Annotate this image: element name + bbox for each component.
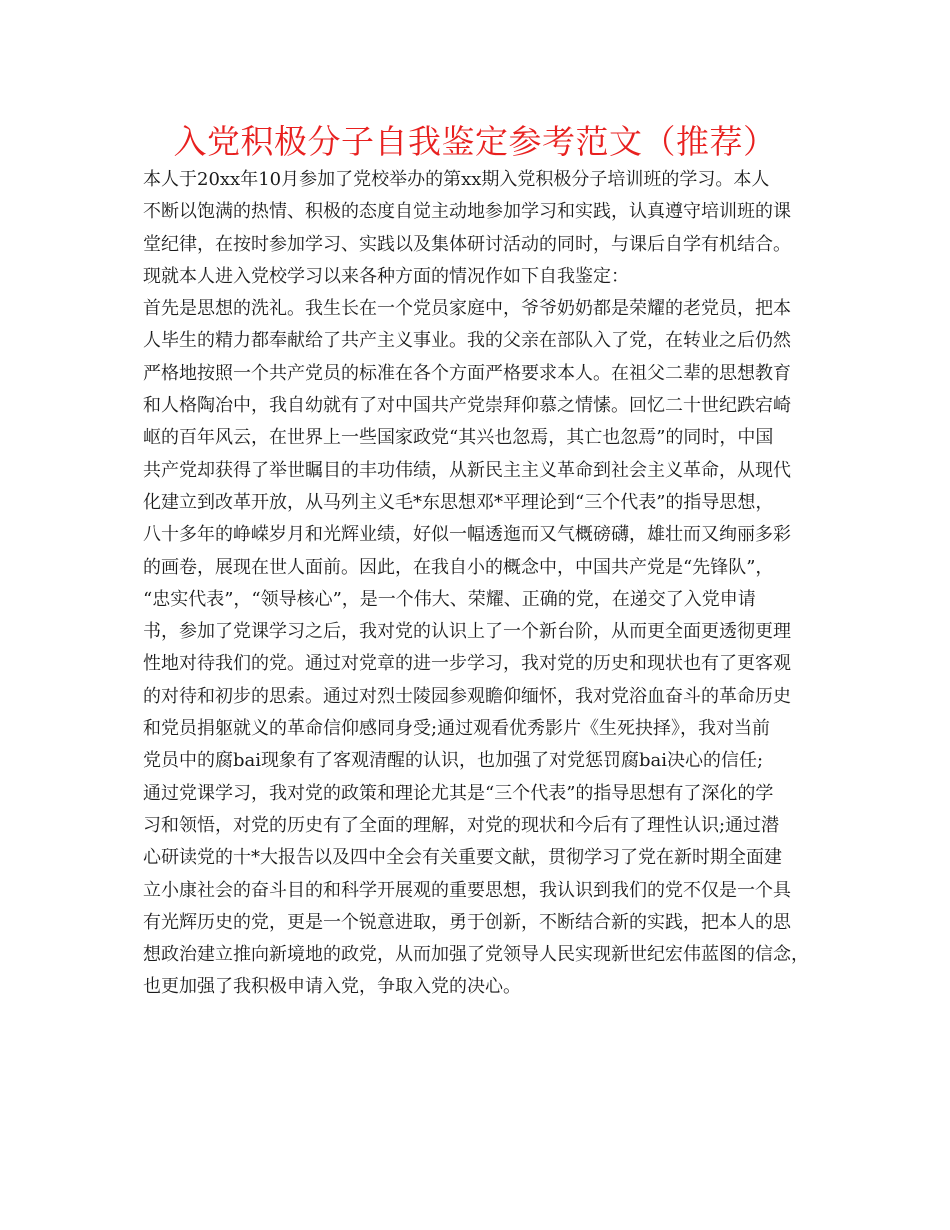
body-line: 不断以饱满的热情、积极的态度自觉主动地参加学习和实践，认真遵守培训班的课	[143, 201, 791, 223]
body-line: 现就本人进入党校学习以来各种方面的情况作如下自我鉴定：	[143, 265, 629, 287]
body-line: 堂纪律，在按时参加学习、实践以及集体研讨活动的同时，与课后自学有机结合。	[143, 233, 791, 255]
body-line: 想政治建立推向新境地的政党，从而加强了党领导人民实现新世纪宏伟蓝图的信念，	[143, 944, 809, 966]
body-line: 性地对待我们的党。通过对党章的进一步学习，我对党的历史和现状也有了更客观	[143, 653, 791, 675]
body-line: 习和领悟，对党的历史有了全面的理解，对党的现状和今后有了理性认识;通过潜	[143, 814, 780, 836]
body-line: 党员中的腐bai现象有了客观清醒的认识，也加强了对党惩罚腐bai决心的信任;	[143, 750, 764, 772]
body-line: 人毕生的精力都奉献给了共产主义事业。我的父亲在部队入了党，在转业之后仍然	[143, 330, 791, 352]
body-line: 八十多年的峥嵘岁月和光辉业绩，好似一幅透迤而又气概磅礴，雄壮而又绚丽多彩	[143, 524, 791, 546]
body-line: “忠实代表”，“领导核心”，是一个伟大、荣耀、正确的党，在递交了入党申请	[143, 588, 756, 610]
body-line: 心研读党的十*大报告以及四中全会有关重要文献，贯彻学习了党在新时期全面建	[143, 847, 782, 869]
body-line: 化建立到改革开放，从马列主义毛*东思想邓*平理论到“三个代表”的指导思想，	[143, 491, 774, 513]
body-line: 也更加强了我积极申请入党，争取入党的决心。	[143, 976, 521, 998]
document-body	[143, 164, 823, 1004]
body-line: 的对待和初步的思索。通过对烈士陵园参观瞻仰缅怀，我对党浴血奋斗的革命历史	[143, 685, 791, 707]
body-line: 岖的百年风云，在世界上一些国家政党“其兴也忽焉，其亡也忽焉”的同时，中国	[143, 427, 774, 449]
body-line: 立小康社会的奋斗目的和科学开展观的重要思想，我认识到我们的党不仅是一个具	[143, 879, 791, 901]
body-line: 首先是思想的洗礼。我生长在一个党员家庭中，爷爷奶奶都是荣耀的老党员，把本	[143, 298, 791, 320]
body-line: 的画卷，展现在世人面前。因此，在我自小的概念中，中国共产党是“先锋队”，	[143, 556, 774, 578]
body-line: 和党员捐躯就义的革命信仰感同身受;通过观看优秀影片《生死抉择》，我对当前	[143, 718, 771, 740]
body-line: 严格地按照一个共产党员的标准在各个方面严格要求本人。在祖父二辈的思想教育	[143, 362, 791, 384]
body-line: 通过党课学习，我对党的政策和理论尤其是“三个代表”的指导思想有了深化的学	[143, 782, 774, 804]
body-line: 书，参加了党课学习之后，我对党的认识上了一个新台阶，从而更全面更透彻更理	[143, 621, 791, 643]
body-line: 本人于20xx年10月参加了党校举办的第xx期入党积极分子培训班的学习。本人	[143, 169, 770, 190]
body-line: 有光辉历史的党，更是一个锐意进取，勇于创新，不断结合新的实践，把本人的思	[143, 911, 791, 933]
document-title: 入党积极分子自我鉴定参考范文（推荐）	[173, 122, 777, 161]
body-line: 共产党却获得了举世瞩目的丰功伟绩，从新民主主义革命到社会主义革命，从现代	[143, 459, 791, 481]
body-line: 和人格陶冶中，我自幼就有了对中国共产党崇拜仰慕之情愫。回忆二十世纪跌宕崎	[143, 395, 791, 417]
